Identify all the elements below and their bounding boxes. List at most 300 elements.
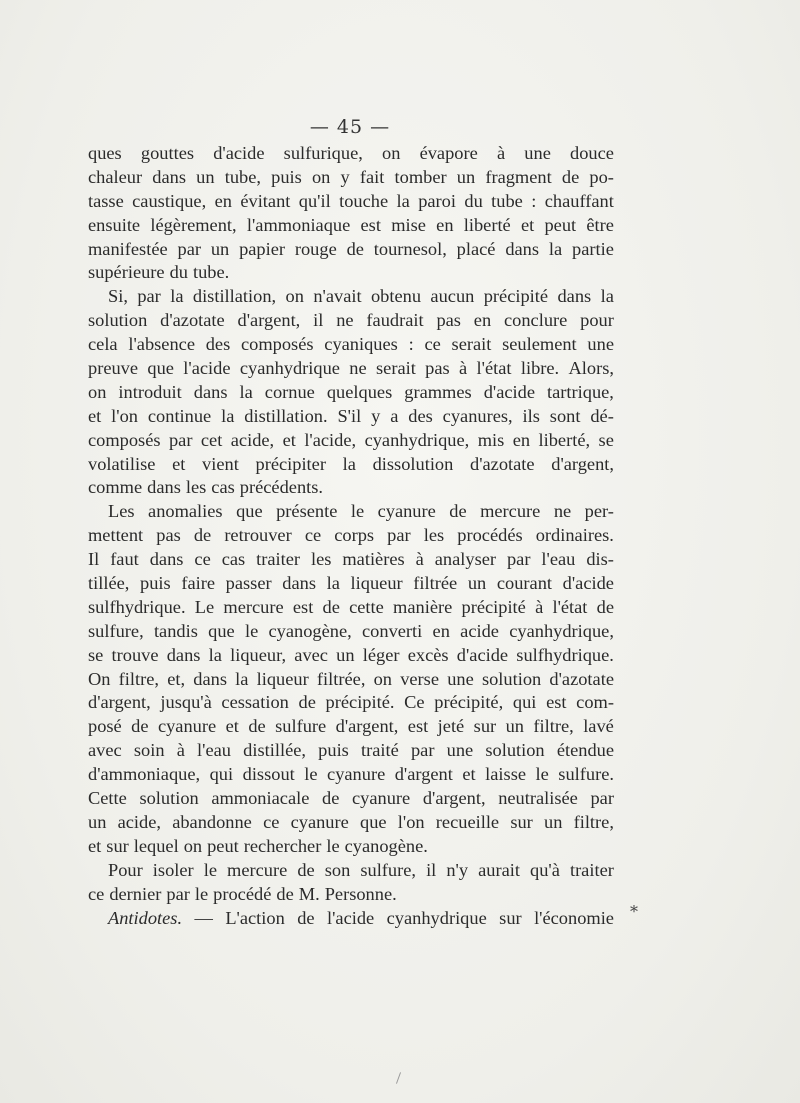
- word: est: [546, 692, 567, 713]
- word: l'acide: [327, 907, 375, 928]
- word: sulfure: [275, 716, 327, 737]
- word: :: [408, 334, 414, 355]
- word: —: [194, 907, 213, 928]
- word: précipité,: [434, 692, 504, 713]
- word: d'argent,: [237, 310, 301, 331]
- word: la: [235, 668, 249, 689]
- word: le: [203, 859, 217, 880]
- word: n'avait: [313, 286, 362, 307]
- word: d'argent,: [88, 692, 151, 713]
- word: dans: [282, 573, 316, 594]
- word: dans: [557, 286, 592, 307]
- word: anomalies: [148, 501, 223, 522]
- word: cet: [200, 429, 223, 450]
- text-line: [88, 691, 614, 715]
- word: cyanogène.: [344, 835, 428, 856]
- word: cyanhydrique: [239, 358, 340, 379]
- word: tube.: [192, 262, 230, 283]
- word: et: [172, 453, 186, 474]
- word: en: [436, 214, 454, 235]
- word: et,: [167, 668, 186, 689]
- word: de: [193, 525, 212, 546]
- word: acide,: [117, 811, 161, 832]
- word: cyanure: [290, 811, 349, 832]
- word: sur: [106, 835, 129, 856]
- word: de: [346, 238, 364, 259]
- word: ne: [336, 310, 354, 331]
- word: paroi: [418, 190, 456, 211]
- word: ques: [88, 143, 122, 163]
- word: trouve: [111, 644, 159, 665]
- word: solution: [139, 788, 199, 809]
- word: corps: [334, 525, 375, 546]
- word: à: [459, 358, 468, 379]
- word: comme: [88, 477, 143, 498]
- word: puis: [271, 166, 302, 187]
- word: ne: [553, 501, 572, 522]
- word: par: [168, 429, 193, 450]
- word: en: [432, 620, 450, 641]
- word: et: [88, 835, 102, 856]
- word: un: [467, 573, 487, 594]
- word: solution: [481, 668, 542, 689]
- word: on: [285, 286, 304, 307]
- word: procédés: [457, 525, 523, 546]
- word: placé: [456, 238, 496, 259]
- word: chaleur: [88, 166, 143, 187]
- word: continue: [147, 405, 212, 426]
- word: d'azotate: [470, 453, 535, 474]
- word: On: [88, 668, 111, 689]
- word: des: [205, 334, 231, 355]
- word: se: [598, 429, 614, 450]
- word: liberté: [463, 214, 511, 235]
- word: a: [390, 405, 399, 426]
- word: liqueur: [256, 668, 309, 689]
- word: l'eau: [197, 740, 231, 761]
- word: tillée,: [88, 573, 130, 594]
- word: passer: [225, 573, 272, 594]
- word: précipité: [461, 596, 526, 617]
- word: un: [505, 716, 524, 737]
- word: cyanure: [157, 716, 217, 737]
- word: est: [292, 596, 314, 617]
- word: pas: [436, 310, 461, 331]
- word: les: [185, 477, 207, 498]
- word: la: [396, 190, 410, 211]
- word: l'on: [111, 405, 138, 426]
- word: du: [169, 262, 188, 283]
- word: faudrait: [366, 310, 424, 331]
- word: on: [373, 668, 392, 689]
- word: l'eau: [541, 549, 576, 570]
- word: par: [590, 788, 614, 809]
- word: ordinaires.: [535, 525, 614, 546]
- word: conclure: [504, 310, 568, 331]
- text-line: [88, 668, 614, 692]
- word: introduit: [118, 381, 182, 402]
- word: rouge: [294, 238, 337, 259]
- word: que: [236, 501, 263, 522]
- word: par: [166, 883, 190, 904]
- text-line: [88, 787, 614, 811]
- word: lequel: [133, 835, 179, 856]
- text-line: [88, 739, 614, 763]
- text-line: [88, 572, 614, 596]
- word: l'état: [552, 596, 588, 617]
- text-line: [88, 644, 614, 668]
- word: de: [449, 501, 467, 522]
- word: le: [244, 620, 259, 641]
- word: y: [340, 166, 350, 187]
- word: Cette: [88, 788, 127, 809]
- word: d'acide: [562, 573, 614, 594]
- word: isoler: [152, 859, 194, 880]
- word: ce: [424, 334, 441, 355]
- word: excès: [407, 644, 449, 665]
- word: analyser: [434, 549, 497, 570]
- word: la: [548, 238, 563, 259]
- word: d'argent: [394, 764, 453, 785]
- word: cela: [88, 334, 118, 355]
- word: une: [524, 143, 551, 163]
- text-line: [88, 763, 614, 787]
- text-line: [88, 261, 614, 285]
- word: per-: [584, 501, 614, 522]
- word: Les: [108, 501, 135, 522]
- word: supérieure: [88, 262, 165, 283]
- word: filtre,: [118, 668, 160, 689]
- word: à: [496, 143, 506, 163]
- word: un: [456, 166, 476, 187]
- word: précipité.: [325, 692, 395, 713]
- word: dissout: [242, 764, 295, 785]
- word: composés: [88, 429, 161, 450]
- word: à: [535, 596, 544, 617]
- word: ce: [304, 525, 322, 546]
- word: le: [194, 883, 209, 904]
- word: ils: [522, 405, 540, 426]
- text-line: [88, 381, 614, 405]
- word: à: [415, 549, 424, 570]
- word: en: [512, 429, 531, 450]
- word: précipiter: [255, 453, 326, 474]
- word: cornue: [264, 381, 315, 402]
- word: est: [407, 716, 429, 737]
- word: retrouver: [224, 525, 292, 546]
- word: n'y: [446, 859, 469, 880]
- word: le: [304, 764, 318, 785]
- word: distillée,: [243, 740, 306, 761]
- word: d'acide: [213, 143, 265, 163]
- word: ce: [263, 811, 280, 832]
- word: d'argent,: [551, 453, 614, 474]
- word: sur: [473, 716, 497, 737]
- word: cyanures,: [442, 405, 513, 426]
- word: puis: [318, 740, 349, 761]
- word: serait: [451, 334, 492, 355]
- word: le: [326, 835, 340, 856]
- word: sur: [499, 907, 522, 928]
- word: en: [214, 190, 232, 211]
- word: peut: [544, 214, 577, 235]
- word: caustique,: [132, 190, 207, 211]
- word: en: [473, 310, 492, 331]
- word: Le: [194, 596, 215, 617]
- word: serait: [376, 358, 416, 379]
- word: y: [371, 405, 381, 426]
- word: une: [447, 668, 474, 689]
- word: neutralisée: [498, 788, 578, 809]
- page-number: — 45 —: [309, 116, 391, 138]
- word: laisse: [485, 764, 527, 785]
- word: précipité: [483, 286, 549, 307]
- word: pas: [156, 525, 181, 546]
- word: la: [208, 644, 222, 665]
- word: fragment: [485, 166, 552, 187]
- word: Ce: [404, 692, 425, 713]
- text-line: [88, 620, 614, 644]
- word: Pour: [108, 859, 143, 880]
- word: cyanure: [352, 788, 411, 809]
- word: un: [336, 644, 355, 665]
- word: on: [183, 835, 203, 856]
- word: on: [382, 143, 401, 163]
- word: il: [426, 859, 437, 880]
- text-line: [88, 476, 614, 500]
- text-line: [88, 596, 614, 620]
- word: ammoniacale: [211, 788, 310, 809]
- word: faire: [181, 573, 216, 594]
- word: dans: [166, 644, 201, 665]
- word: la: [326, 573, 340, 594]
- text-line: [88, 190, 614, 214]
- word: ensuite: [88, 214, 141, 235]
- word: tube,: [224, 166, 261, 187]
- word: cyanhydrique,: [364, 429, 470, 450]
- word: l'acide: [183, 358, 231, 379]
- word: dans: [149, 549, 184, 570]
- stray-ink-mark: *: [630, 902, 638, 921]
- word: aucun: [430, 286, 475, 307]
- word: la: [239, 381, 253, 402]
- text-line: [88, 285, 614, 309]
- word: de: [276, 883, 294, 904]
- word: ne: [349, 358, 367, 379]
- word: filtre,: [533, 716, 574, 737]
- word: L'action: [225, 907, 285, 928]
- word: sont: [549, 405, 581, 426]
- word: qu'à: [530, 859, 560, 880]
- word: un: [88, 811, 107, 832]
- word: gouttes: [140, 143, 195, 163]
- word: filtre,: [573, 811, 614, 832]
- word: tomber: [394, 166, 447, 187]
- word: de: [248, 716, 266, 737]
- text-line: [88, 309, 614, 333]
- word: et: [520, 214, 535, 235]
- word: tube: [491, 190, 523, 211]
- word: procédé: [213, 883, 272, 904]
- word: les: [310, 549, 332, 570]
- word: puis: [140, 573, 171, 594]
- word: grammes: [404, 381, 472, 402]
- word: du: [464, 190, 483, 211]
- word: par: [137, 286, 161, 307]
- word: et: [88, 405, 102, 426]
- word: courant: [496, 573, 553, 594]
- word: d'argent,: [422, 788, 486, 809]
- word: précédents.: [239, 477, 324, 498]
- word: cette: [349, 596, 384, 617]
- word: soin: [133, 740, 165, 761]
- word: d'azotate: [160, 310, 225, 331]
- text-line: [88, 548, 614, 572]
- word: d'acide: [456, 644, 509, 665]
- text-line: [88, 907, 614, 931]
- word: solution: [88, 310, 148, 331]
- word: douce: [570, 143, 614, 163]
- word: Alors,: [568, 358, 614, 379]
- word: ce: [194, 549, 211, 570]
- word: com-: [576, 692, 614, 713]
- word: est: [360, 214, 381, 235]
- text-line: [88, 429, 614, 453]
- text-line: [88, 883, 614, 907]
- word: partie: [572, 238, 614, 259]
- word: Il: [88, 549, 100, 570]
- word: acide: [460, 620, 499, 641]
- word: fait: [359, 166, 385, 187]
- word: jusqu'à: [160, 692, 212, 713]
- word: vient: [202, 453, 239, 474]
- word: dans: [193, 381, 228, 402]
- word: mise: [391, 214, 426, 235]
- word: que: [360, 811, 387, 832]
- word: on: [311, 166, 331, 187]
- word: le: [535, 764, 549, 785]
- word: seulement: [502, 334, 577, 355]
- word: par: [410, 740, 435, 761]
- word: obtenu: [370, 286, 422, 307]
- word: cyanure: [377, 501, 436, 522]
- word: avec: [294, 644, 328, 665]
- word: ce: [88, 883, 105, 904]
- word: :: [531, 190, 537, 211]
- text-line: [88, 357, 614, 381]
- word: que: [147, 358, 174, 379]
- word: dissolution: [372, 453, 454, 474]
- word: de: [596, 596, 614, 617]
- word: filtrée: [413, 573, 458, 594]
- word: d'acide: [483, 381, 535, 402]
- word: évitant: [240, 190, 291, 211]
- word: liberté,: [538, 429, 591, 450]
- word: libre.: [520, 358, 560, 379]
- word: papier: [239, 238, 286, 259]
- word: touche: [339, 190, 389, 211]
- text-line: [88, 405, 614, 429]
- word: jeté: [437, 716, 465, 737]
- word: et: [282, 429, 296, 450]
- word: un: [544, 811, 563, 832]
- word: volatilise: [88, 453, 156, 474]
- word: tasse: [88, 190, 124, 211]
- word: dernier: [109, 883, 162, 904]
- word: et: [225, 716, 239, 737]
- word: filtrée,: [316, 668, 366, 689]
- word: cas: [221, 549, 246, 570]
- word: mis: [477, 429, 505, 450]
- word: traité: [361, 740, 399, 761]
- word: de: [561, 166, 580, 187]
- text-line: [88, 333, 614, 357]
- word: qui: [512, 692, 537, 713]
- word: avec: [88, 740, 122, 761]
- word: des: [408, 405, 433, 426]
- word: Si,: [108, 286, 128, 307]
- word: Personne.: [324, 883, 397, 904]
- body-text: [88, 142, 614, 930]
- word: liqueur,: [230, 644, 287, 665]
- word: manifestée: [88, 238, 168, 259]
- word: Antidotes.: [108, 907, 183, 928]
- word: pas: [425, 358, 450, 379]
- word: sulfurique,: [283, 143, 363, 163]
- word: chauffant: [544, 190, 614, 211]
- word: l'acide,: [304, 429, 357, 450]
- text-line: [88, 811, 614, 835]
- word: que: [208, 620, 235, 641]
- word: rechercher: [243, 835, 322, 856]
- word: une: [446, 740, 474, 761]
- word: présente: [276, 501, 338, 522]
- word: cas: [211, 477, 235, 498]
- word: la: [342, 453, 356, 474]
- word: converti: [362, 620, 423, 641]
- word: quelques: [326, 381, 393, 402]
- word: mercure: [480, 501, 541, 522]
- text-line: [88, 715, 614, 739]
- word: la: [221, 405, 235, 426]
- word: sulfure,: [360, 859, 417, 880]
- word: lavé: [583, 716, 614, 737]
- word: la: [600, 286, 614, 307]
- word: sulfhydrique.: [88, 596, 186, 617]
- word: une: [587, 334, 614, 355]
- word: sur: [510, 811, 533, 832]
- word: à: [176, 740, 185, 761]
- word: l'absence: [128, 334, 195, 355]
- text-line: [88, 453, 614, 477]
- word: se: [88, 644, 104, 665]
- text-line: [88, 166, 614, 190]
- word: aurait: [478, 859, 520, 880]
- paper-scratch-mark: [396, 1072, 401, 1084]
- word: de: [322, 596, 340, 617]
- word: de: [297, 859, 315, 880]
- word: qu'il: [298, 190, 331, 211]
- word: liqueur: [350, 573, 403, 594]
- word: son: [324, 859, 351, 880]
- word: mettent: [88, 525, 144, 546]
- word: dé-: [590, 405, 614, 426]
- word: on: [88, 381, 107, 402]
- text-line: [88, 500, 614, 524]
- word: d'azotate: [549, 668, 614, 689]
- word: et: [462, 764, 476, 785]
- word: posé: [88, 716, 122, 737]
